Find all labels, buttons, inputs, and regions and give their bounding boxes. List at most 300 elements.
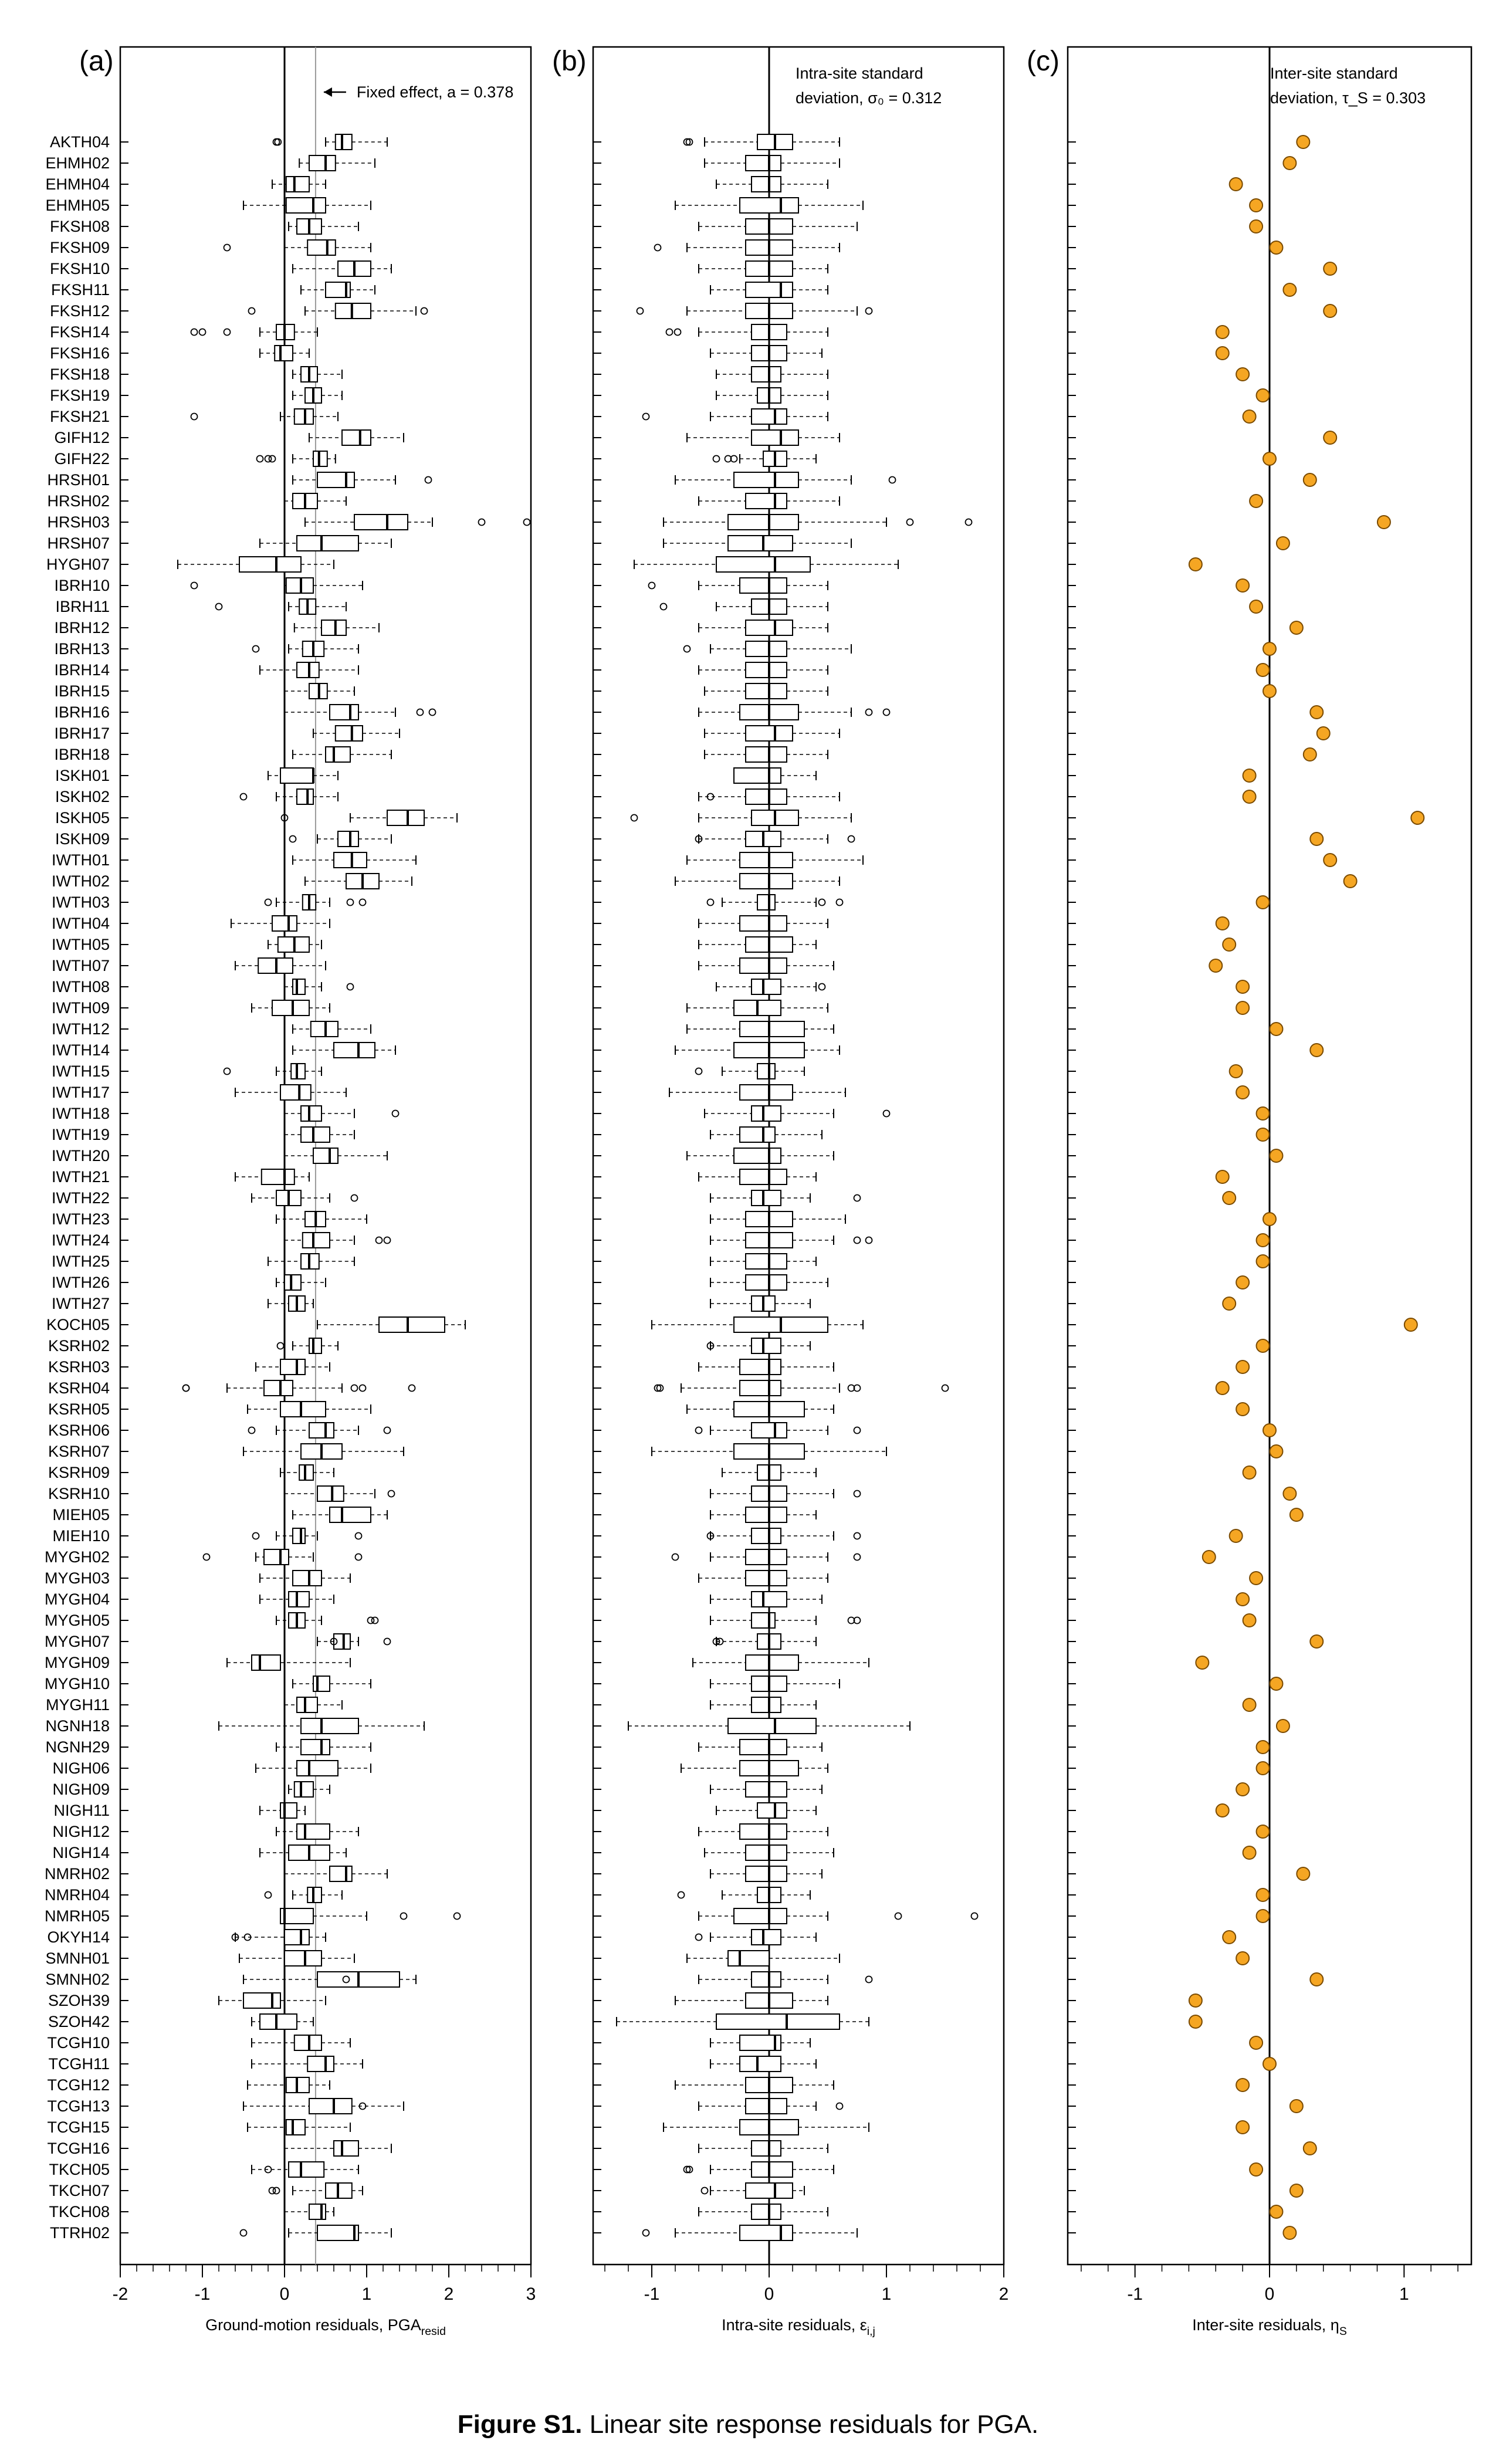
station-label: IWTH12 bbox=[51, 1020, 110, 1038]
box bbox=[740, 1739, 787, 1755]
site-term-point bbox=[1257, 389, 1270, 402]
outlier bbox=[666, 329, 673, 336]
site-term-point bbox=[1377, 516, 1390, 529]
box bbox=[295, 409, 313, 424]
site-term-point bbox=[1243, 1846, 1256, 1859]
outlier bbox=[191, 329, 198, 336]
box bbox=[728, 1718, 816, 1734]
box bbox=[309, 2099, 352, 2114]
station-label: FKSH18 bbox=[49, 365, 110, 383]
site-term-point bbox=[1270, 1023, 1282, 1035]
x-axis-label: Ground-motion residuals, $PGA_{resid}$ bbox=[205, 2316, 446, 2338]
box bbox=[297, 1697, 317, 1712]
annotation-line1: Inter-site standard bbox=[1270, 65, 1398, 82]
station-label: NIGH14 bbox=[52, 1844, 110, 1861]
site-term-point bbox=[1257, 1910, 1270, 1923]
box bbox=[752, 430, 798, 445]
outlier bbox=[631, 815, 638, 821]
outlier bbox=[672, 1554, 679, 1561]
box bbox=[309, 1338, 321, 1353]
outlier bbox=[429, 709, 436, 716]
outlier bbox=[421, 308, 428, 314]
site-term-point bbox=[1283, 157, 1296, 170]
x-tick-label: -1 bbox=[1127, 2284, 1143, 2304]
outlier bbox=[347, 984, 354, 990]
figure-caption bbox=[0, 2410, 1496, 2439]
box bbox=[740, 1380, 781, 1396]
station-label: FKSH11 bbox=[50, 281, 110, 299]
outlier bbox=[866, 308, 872, 314]
outlier bbox=[351, 1385, 358, 1392]
outlier bbox=[347, 899, 354, 906]
site-term-point bbox=[1236, 1403, 1249, 1416]
site-term-point bbox=[1236, 579, 1249, 592]
box bbox=[309, 1423, 334, 1438]
box bbox=[285, 1275, 301, 1290]
box bbox=[740, 1359, 781, 1375]
outlier bbox=[204, 1554, 210, 1561]
station-label: MYGH10 bbox=[44, 1675, 110, 1693]
outlier bbox=[265, 1892, 272, 1898]
outlier bbox=[360, 899, 366, 906]
box bbox=[338, 831, 358, 847]
box bbox=[757, 895, 775, 910]
station-label: NIGH12 bbox=[52, 1823, 110, 1840]
box bbox=[330, 1507, 371, 1522]
station-label: MYGH03 bbox=[44, 1569, 110, 1587]
station-label: ISKH05 bbox=[55, 809, 110, 827]
station-label: GIFH12 bbox=[54, 429, 110, 446]
site-term-point bbox=[1223, 1931, 1236, 1944]
station-label: HRSH07 bbox=[47, 534, 110, 552]
x-tick-label: 0 bbox=[279, 2284, 290, 2304]
outlier bbox=[269, 456, 276, 462]
box bbox=[326, 747, 350, 762]
site-term-point bbox=[1270, 1149, 1282, 1162]
box bbox=[752, 1592, 787, 1607]
station-label: IBRH15 bbox=[54, 682, 110, 700]
station-label: HYGH07 bbox=[46, 556, 110, 573]
box bbox=[746, 789, 787, 804]
site-term-point bbox=[1290, 1508, 1303, 1521]
station-label: FKSH09 bbox=[49, 239, 110, 256]
box bbox=[752, 2141, 781, 2156]
site-term-point bbox=[1324, 431, 1336, 444]
box bbox=[734, 1908, 787, 1924]
box bbox=[746, 683, 787, 699]
site-term-point bbox=[1297, 1867, 1309, 1880]
box bbox=[752, 177, 781, 192]
box bbox=[293, 1571, 321, 1586]
box bbox=[746, 282, 793, 297]
box bbox=[342, 430, 371, 445]
annotation: Fixed effect, a = 0.378 bbox=[356, 83, 514, 101]
box bbox=[286, 177, 309, 192]
box bbox=[716, 2014, 840, 2029]
outlier bbox=[224, 329, 231, 336]
station-label: MYGH11 bbox=[45, 1696, 110, 1714]
station-label: KSRH03 bbox=[48, 1358, 110, 1376]
box bbox=[387, 810, 424, 825]
station-label: IWTH26 bbox=[51, 1274, 110, 1291]
box bbox=[262, 1169, 295, 1184]
outlier bbox=[384, 1237, 391, 1244]
station-label: IBRH17 bbox=[54, 725, 110, 742]
site-term-point bbox=[1236, 1783, 1249, 1796]
box bbox=[746, 1254, 787, 1269]
station-label: MYGH07 bbox=[44, 1633, 110, 1650]
site-term-point bbox=[1277, 537, 1289, 550]
site-term-point bbox=[1236, 980, 1249, 993]
site-term-point bbox=[1236, 1593, 1249, 1606]
outlier bbox=[253, 1533, 259, 1539]
box bbox=[252, 1655, 280, 1670]
box bbox=[728, 536, 793, 551]
box bbox=[336, 134, 352, 150]
site-term-point bbox=[1257, 1762, 1270, 1775]
box bbox=[746, 641, 787, 656]
site-term-point bbox=[1411, 811, 1424, 824]
site-term-point bbox=[1297, 136, 1309, 148]
station-label: IWTH04 bbox=[51, 915, 110, 932]
site-term-point bbox=[1270, 241, 1282, 254]
box bbox=[334, 2141, 358, 2156]
box bbox=[752, 1930, 781, 1945]
box bbox=[285, 1951, 321, 1966]
site-term-point bbox=[1324, 854, 1336, 867]
outlier bbox=[409, 1385, 415, 1392]
station-label: KSRH05 bbox=[48, 1400, 110, 1418]
station-label: IWTH14 bbox=[51, 1041, 110, 1059]
site-term-point bbox=[1317, 727, 1330, 740]
outlier bbox=[290, 836, 296, 842]
outlier bbox=[884, 709, 890, 716]
box bbox=[307, 2056, 334, 2072]
box bbox=[746, 747, 787, 762]
site-term-point bbox=[1290, 2184, 1303, 2197]
outlier bbox=[675, 329, 681, 336]
box bbox=[293, 979, 305, 994]
outlier bbox=[191, 583, 198, 589]
station-label: HRSH03 bbox=[47, 513, 110, 531]
outlier bbox=[866, 709, 872, 716]
outlier bbox=[966, 519, 972, 526]
site-term-point bbox=[1257, 1741, 1270, 1754]
site-term-point bbox=[1263, 1424, 1276, 1437]
station-label: KOCH05 bbox=[46, 1316, 110, 1333]
outlier bbox=[661, 604, 667, 610]
outlier bbox=[866, 1237, 872, 1244]
outlier bbox=[702, 2188, 708, 2194]
box bbox=[746, 2183, 793, 2198]
box bbox=[309, 155, 336, 171]
station-label: FKSH16 bbox=[49, 344, 110, 362]
box bbox=[746, 620, 793, 635]
station-label: IWTH25 bbox=[51, 1253, 110, 1270]
box bbox=[334, 852, 367, 868]
site-term-point bbox=[1230, 1529, 1243, 1542]
site-term-point bbox=[1243, 769, 1256, 782]
box bbox=[289, 1592, 309, 1607]
outlier bbox=[649, 583, 655, 589]
box bbox=[307, 1887, 321, 1903]
box bbox=[752, 1528, 781, 1544]
box bbox=[746, 1549, 787, 1565]
site-term-point bbox=[1310, 1635, 1323, 1648]
site-term-point bbox=[1243, 1466, 1256, 1479]
station-label: TKCH05 bbox=[49, 2161, 110, 2178]
box bbox=[728, 1951, 769, 1966]
station-label: IWTH03 bbox=[51, 893, 110, 911]
station-label: MYGH02 bbox=[44, 1548, 110, 1566]
box bbox=[746, 493, 787, 509]
outlier bbox=[356, 1554, 362, 1561]
station-label: TTRH02 bbox=[49, 2224, 110, 2242]
site-term-point bbox=[1223, 938, 1236, 951]
outlier bbox=[360, 1385, 366, 1392]
outlier bbox=[708, 899, 714, 906]
outlier bbox=[356, 1533, 362, 1539]
annotation-line1: Intra-site standard bbox=[796, 65, 923, 82]
site-term-point bbox=[1216, 1382, 1229, 1395]
box bbox=[740, 1824, 787, 1839]
site-term-point bbox=[1263, 685, 1276, 698]
site-term-point bbox=[1304, 2142, 1316, 2155]
box bbox=[321, 620, 346, 635]
x-tick-label: 1 bbox=[881, 2284, 892, 2304]
outlier bbox=[854, 1533, 861, 1539]
outlier bbox=[392, 1111, 399, 1117]
station-label: TKCH07 bbox=[49, 2182, 110, 2199]
site-term-point bbox=[1257, 1255, 1270, 1268]
site-term-point bbox=[1223, 1297, 1236, 1310]
box bbox=[336, 726, 363, 741]
station-label: IBRH16 bbox=[54, 703, 110, 721]
outlier bbox=[889, 477, 896, 483]
outlier bbox=[696, 1934, 702, 1941]
box bbox=[740, 578, 787, 593]
outlier bbox=[372, 1617, 378, 1624]
box bbox=[297, 1761, 338, 1776]
outlier bbox=[819, 984, 825, 990]
outlier bbox=[884, 1111, 890, 1117]
outlier bbox=[249, 1427, 255, 1434]
station-label: IBRH14 bbox=[54, 661, 110, 679]
outlier bbox=[866, 1976, 872, 1983]
station-label: MYGH04 bbox=[44, 1590, 110, 1608]
box bbox=[295, 2035, 321, 2050]
station-label: TCGH16 bbox=[47, 2140, 110, 2157]
box bbox=[734, 768, 781, 783]
site-term-point bbox=[1257, 1107, 1270, 1120]
station-label: IWTH19 bbox=[51, 1126, 110, 1143]
outlier bbox=[848, 836, 855, 842]
box bbox=[734, 1148, 781, 1163]
station-label: KSRH10 bbox=[48, 1485, 110, 1502]
station-label: FKSH08 bbox=[49, 218, 110, 235]
box bbox=[330, 705, 358, 720]
site-term-point bbox=[1196, 1656, 1209, 1669]
station-label: IWTH07 bbox=[51, 957, 110, 974]
box bbox=[740, 958, 787, 973]
box bbox=[746, 1866, 787, 1881]
box bbox=[297, 1824, 330, 1839]
box bbox=[280, 1359, 305, 1375]
outlier bbox=[183, 1385, 189, 1392]
station-label: HRSH02 bbox=[47, 492, 110, 510]
box bbox=[301, 1718, 358, 1734]
outlier bbox=[854, 1427, 861, 1434]
station-label: FKSH12 bbox=[49, 302, 110, 320]
x-tick-label: -2 bbox=[112, 2284, 128, 2304]
site-term-point bbox=[1263, 2057, 1276, 2070]
box bbox=[746, 726, 793, 741]
box bbox=[313, 1148, 338, 1163]
station-label: EHMH05 bbox=[45, 197, 110, 214]
station-label: IWTH05 bbox=[51, 936, 110, 953]
station-label: TCGH10 bbox=[47, 2034, 110, 2052]
site-term-point bbox=[1236, 368, 1249, 381]
site-term-point bbox=[1263, 642, 1276, 655]
box bbox=[286, 198, 326, 213]
station-label: IBRH18 bbox=[54, 746, 110, 763]
box bbox=[264, 1380, 293, 1396]
station-label: FKSH14 bbox=[49, 323, 110, 341]
station-label: MYGH09 bbox=[44, 1654, 110, 1671]
site-term-point bbox=[1216, 1170, 1229, 1183]
box bbox=[291, 1064, 305, 1079]
station-label: HRSH01 bbox=[47, 471, 110, 489]
box bbox=[301, 1127, 330, 1142]
station-label: IWTH27 bbox=[51, 1295, 110, 1312]
site-term-point bbox=[1189, 1994, 1202, 2007]
station-label: NIGH11 bbox=[53, 1802, 110, 1819]
site-term-point bbox=[1257, 1234, 1270, 1247]
outlier bbox=[655, 245, 661, 251]
site-term-point bbox=[1324, 304, 1336, 317]
site-term-point bbox=[1236, 1952, 1249, 1965]
station-label: IBRH11 bbox=[55, 598, 110, 615]
site-term-point bbox=[1243, 1614, 1256, 1627]
outlier bbox=[425, 477, 432, 483]
box bbox=[299, 1465, 313, 1480]
station-label: NMRH04 bbox=[44, 1886, 110, 1904]
station-label: ISKH09 bbox=[55, 830, 110, 848]
box bbox=[334, 1043, 375, 1058]
station-label: IWTH20 bbox=[51, 1147, 110, 1165]
outlier bbox=[637, 308, 644, 314]
box bbox=[301, 1106, 321, 1121]
outlier bbox=[837, 2103, 843, 2110]
station-label: NMRH05 bbox=[44, 1907, 110, 1925]
outlier bbox=[191, 414, 198, 420]
station-label: TCGH12 bbox=[47, 2076, 110, 2094]
site-term-point bbox=[1236, 2121, 1249, 2134]
station-label: IWTH22 bbox=[51, 1189, 110, 1207]
box bbox=[313, 451, 327, 466]
box bbox=[317, 1486, 344, 1501]
outlier bbox=[249, 308, 255, 314]
panel-frame bbox=[593, 47, 1004, 2265]
site-term-point bbox=[1243, 1698, 1256, 1711]
site-term-point bbox=[1236, 2079, 1249, 2091]
site-term-point bbox=[1257, 1339, 1270, 1352]
box bbox=[752, 409, 787, 424]
station-label: TCGH15 bbox=[47, 2118, 110, 2136]
box bbox=[746, 1655, 798, 1670]
box bbox=[740, 874, 793, 889]
station-label: KSRH06 bbox=[48, 1421, 110, 1439]
site-term-point bbox=[1324, 262, 1336, 275]
box bbox=[309, 2204, 326, 2219]
station-label: IWTH21 bbox=[51, 1168, 110, 1186]
box bbox=[752, 1106, 781, 1121]
station-label: SZOH42 bbox=[48, 2013, 110, 2030]
box bbox=[330, 1866, 352, 1881]
station-label: FKSH10 bbox=[49, 260, 110, 277]
station-label: KSRH04 bbox=[48, 1379, 110, 1397]
outlier bbox=[819, 899, 825, 906]
box bbox=[354, 515, 408, 530]
box bbox=[297, 662, 319, 678]
site-term-point bbox=[1283, 283, 1296, 296]
station-label: NIGH06 bbox=[52, 1759, 110, 1777]
site-term-point bbox=[1250, 1572, 1263, 1585]
station-label: IBRH12 bbox=[54, 619, 110, 637]
station-label: KSRH09 bbox=[48, 1464, 110, 1481]
station-label: NIGH09 bbox=[52, 1781, 110, 1798]
site-term-point bbox=[1304, 473, 1316, 486]
site-term-point bbox=[1270, 1677, 1282, 1690]
box bbox=[752, 1190, 781, 1206]
box bbox=[752, 1613, 775, 1628]
station-label: NGNH18 bbox=[45, 1717, 110, 1735]
site-term-point bbox=[1344, 875, 1357, 888]
site-term-point bbox=[1216, 326, 1229, 339]
box bbox=[752, 1972, 781, 1987]
site-term-point bbox=[1263, 1213, 1276, 1226]
station-label: IBRH10 bbox=[54, 577, 110, 594]
site-term-point bbox=[1236, 1360, 1249, 1373]
box bbox=[239, 557, 301, 572]
x-tick-label: -1 bbox=[644, 2284, 660, 2304]
station-label: ISKH01 bbox=[55, 767, 110, 784]
box bbox=[752, 2204, 781, 2219]
outlier bbox=[479, 519, 485, 526]
station-label: KSRH02 bbox=[48, 1337, 110, 1355]
box bbox=[317, 472, 354, 488]
outlier bbox=[837, 899, 843, 906]
x-tick-label: 0 bbox=[764, 2284, 774, 2304]
box bbox=[303, 1233, 330, 1248]
x-tick-label: 1 bbox=[361, 2284, 372, 2304]
outlier bbox=[524, 519, 530, 526]
site-term-point bbox=[1257, 1888, 1270, 1901]
station-label: NGNH29 bbox=[45, 1738, 110, 1756]
site-term-point bbox=[1304, 748, 1316, 761]
outlier bbox=[854, 1491, 861, 1497]
outlier bbox=[401, 1913, 407, 1920]
site-term-point bbox=[1243, 410, 1256, 423]
site-term-point bbox=[1290, 621, 1303, 634]
box bbox=[752, 1338, 781, 1353]
outlier bbox=[257, 456, 263, 462]
site-term-point bbox=[1270, 1445, 1282, 1458]
site-term-point bbox=[1257, 896, 1270, 909]
station-label: SMNH02 bbox=[45, 1971, 110, 1988]
box bbox=[746, 1507, 787, 1522]
box bbox=[740, 2225, 793, 2240]
